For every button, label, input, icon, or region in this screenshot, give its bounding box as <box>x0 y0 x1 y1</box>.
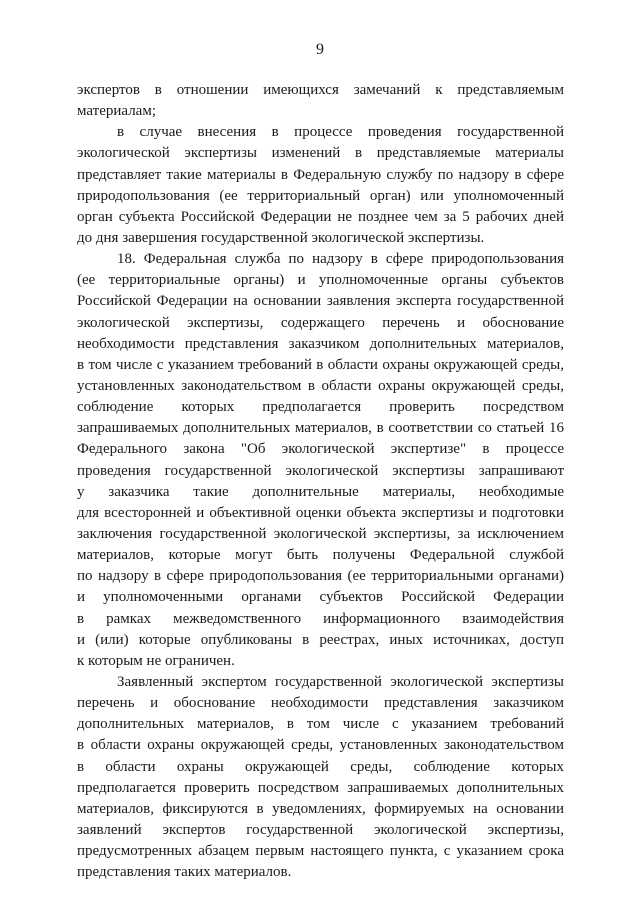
paragraph <box>77 122 564 249</box>
text-line: запрашиваемых дополнительных материалов, в соответствии со статьей 16 <box>77 420 564 437</box>
page-number: 9 <box>316 41 324 58</box>
text-line: экспертов в отношении имеющихся замечаний к представляемым <box>77 82 564 98</box>
text-line: заключения государственной экологической экспертизы, за исключением <box>77 525 564 542</box>
text-line: проведения государственной экологической экспертизы запрашивают <box>77 462 564 479</box>
text-line: материалам; <box>77 103 156 120</box>
text-line: (ее территориальные органы) и уполномоченные органы субъектов <box>77 272 564 289</box>
text-line: экологической экспертизы, содержащего перечень и обоснование <box>77 314 564 331</box>
text-line: предусмотренных абзацем первым настоящего пункта, с указанием срока <box>77 843 564 860</box>
paragraph <box>77 249 564 672</box>
text-line: заявлений экспертов государственной экологической экспертизы, <box>77 821 564 838</box>
text-line: орган субъекта Российской Федерации не позднее чем за 5 рабочих дней <box>77 208 564 225</box>
text-line: в случае внесения в процессе проведения государственной <box>117 124 564 141</box>
text-line: и (или) которые опубликованы в реестрах, иных источниках, доступ <box>77 631 564 648</box>
text-line: материалов, фиксируются в уведомлениях, формируемых на основании <box>77 800 564 817</box>
text-line: к которым не ограничен. <box>77 652 235 669</box>
text-line: предполагается проверить посредством запрашиваемых дополнительных <box>77 779 564 796</box>
text-line: у заказчика такие дополнительные материалы, необходимые <box>77 483 564 500</box>
text-line: установленных законодательством в области охраны окружающей среды, <box>77 377 564 394</box>
text-line: материалов, которые могут быть получены Федеральной службой <box>77 547 564 564</box>
text-line: и уполномоченными органами субъектов Российской Федерации <box>77 589 564 606</box>
text-line: экологической экспертизы изменений в представляемые материалы <box>77 145 564 162</box>
document-body <box>77 80 564 883</box>
text-line: природопользования (ее территориальный орган) или уполномоченный <box>77 187 564 204</box>
text-line: по надзору в сфере природопользования (ее территориальными органами) <box>77 568 564 585</box>
text-line: представления таких материалов. <box>77 864 292 881</box>
paragraph <box>77 80 564 122</box>
text-line: в рамках межведомственного информационного взаимодействия <box>77 610 564 627</box>
text-line: перечень и обоснование необходимости представления заказчиком <box>77 695 564 712</box>
text-line: в области охраны окружающей среды, соблюдение которых <box>77 758 564 775</box>
paragraph <box>77 672 564 883</box>
text-line: соблюдение которых предполагается проверить посредством <box>77 399 564 416</box>
text-line: 18. Федеральная служба по надзору в сфере природопользования <box>117 251 564 268</box>
text-line: Заявленный экспертом государственной экологической экспертизы <box>117 673 564 690</box>
text-line: Федерального закона "Об экологической экспертизе" в процессе <box>77 441 564 458</box>
text-line: Российской Федерации на основании заявления эксперта государственной <box>77 293 564 310</box>
text-line: в области охраны окружающей среды, установленных законодательством <box>77 737 564 754</box>
text-line: до дня завершения государственной экологической экспертизы. <box>77 229 485 246</box>
text-line: представляет такие материалы в Федеральную службу по надзору в сфере <box>77 166 564 183</box>
text-line: необходимости представления заказчиком дополнительных материалов, <box>77 335 564 352</box>
text-line: в том числе с указанием требований в области охраны окружающей среды, <box>77 356 564 373</box>
text-line: для всесторонней и объективной оценки объекта экспертизы и подготовки <box>77 504 564 521</box>
text-line: дополнительных материалов, в том числе с указанием требований <box>77 716 564 733</box>
